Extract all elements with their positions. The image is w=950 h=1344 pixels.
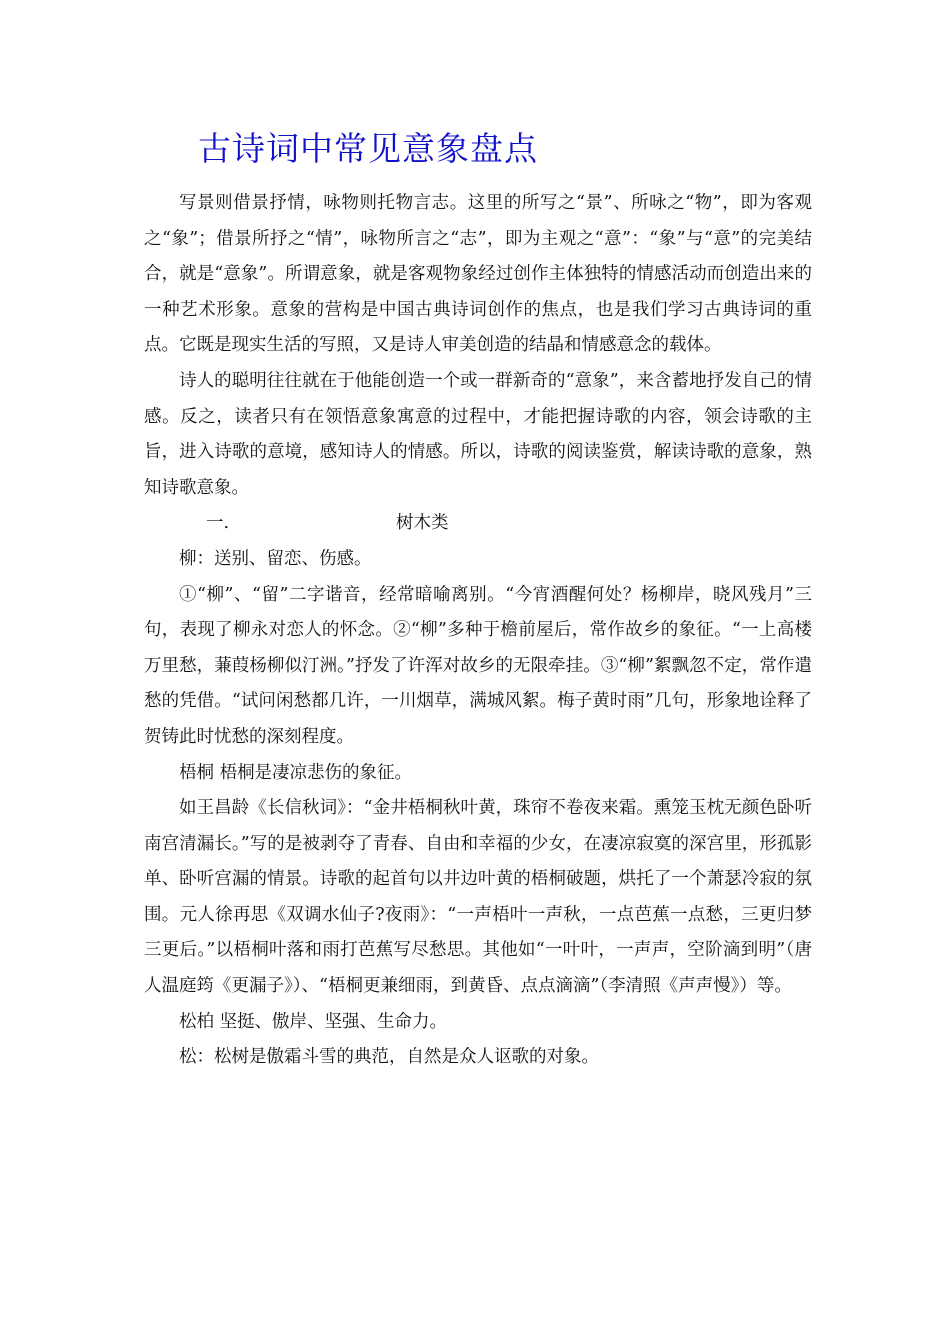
wutong-term: 梧桐 梧桐是凄凉悲伤的象征。 bbox=[179, 762, 413, 783]
section-title: 树木类 bbox=[396, 513, 449, 534]
wutong-detail-paragraph: 如王昌龄《长信秋词》：“金井梧桐秋叶黄，珠帘不卷夜来霜。熏笼玉枕无颜色卧听南宫清漏长。”写的是被剥夺了青春、自由和幸福的少女，在凄凉寂寞的深宫里，形孤影单、卧听宫漏的情景。诗歌的起首句以井边叶黄的梧桐破题，烘托了一个萧瑟冷寂的氛围。元人徐再思《双调水仙子?夜雨》：“一声梧叶一声秋，一点芭蕉一点愁，三更归梦三更后。”以梧桐叶落和雨打芭蕉写尽愁思。其他如“一叶叶，一声声，空阶滴到明”（唐人温庭筠《更漏子》）、“梧桐更兼细雨，到黄昏、点点滴滴”（李清照《声声慢》）等。 bbox=[144, 798, 812, 997]
songbai-term: 松柏 坚挺、傲岸、坚强、生命力。 bbox=[179, 1011, 448, 1032]
document-title: 古诗词中常见意象盘点 bbox=[198, 129, 538, 168]
liu-detail-paragraph: ①“柳”、“留”二字谐音，经常暗喻离别。“今宵酒醒何处？杨柳岸，晓风残月”三句，表现了柳永对恋人的怀念。②“柳”多种于檐前屋后，常作故乡的象征。“一上高楼万里愁，蒹葭杨柳似汀洲。”抒发了许浑对故乡的无限牵挂。③“柳”絮飘忽不定，常作遣愁的凭借。“试问闲愁都几许，一川烟草，满城风絮。梅子黄时雨”几句，形象地诠释了贺铸此时忧愁的深刻程度。 bbox=[144, 584, 812, 747]
liu-term: 柳：送别、留恋、伤感。 bbox=[179, 548, 372, 569]
intro-paragraph-2: 诗人的聪明往往就在于他能创造一个或一群新奇的“意象”，来含蓄地抒发自己的情感。反之，读者只有在领悟意象寓意的过程中，才能把握诗歌的内容，领会诗歌的主旨，进入诗歌的意境，感知诗人的情感。所以，诗歌的阅读鉴赏，解读诗歌的意象，熟知诗歌意象。 bbox=[144, 370, 812, 498]
document-body bbox=[144, 186, 812, 1076]
section-number: 一. bbox=[206, 513, 230, 534]
song-term: 松：松树是傲霜斗雪的典范，自然是众人讴歌的对象。 bbox=[179, 1047, 599, 1068]
intro-paragraph-1: 写景则借景抒情，咏物则托物言志。这里的所写之“景”、所咏之“物”，即为客观之“象”；借景所抒之“情”，咏物所言之“志”，即为主观之“意”：“象”与“意”的完美结合，就是“意象”。所谓意象，就是客观物象经过创作主体独特的情感活动而创造出来的一种艺术形象。意象的营构是中国古典诗词创作的焦点，也是我们学习古典诗词的重点。它既是现实生活的写照，又是诗人审美创造的结晶和情感意念的载体。 bbox=[144, 193, 812, 356]
section-heading bbox=[144, 506, 812, 542]
